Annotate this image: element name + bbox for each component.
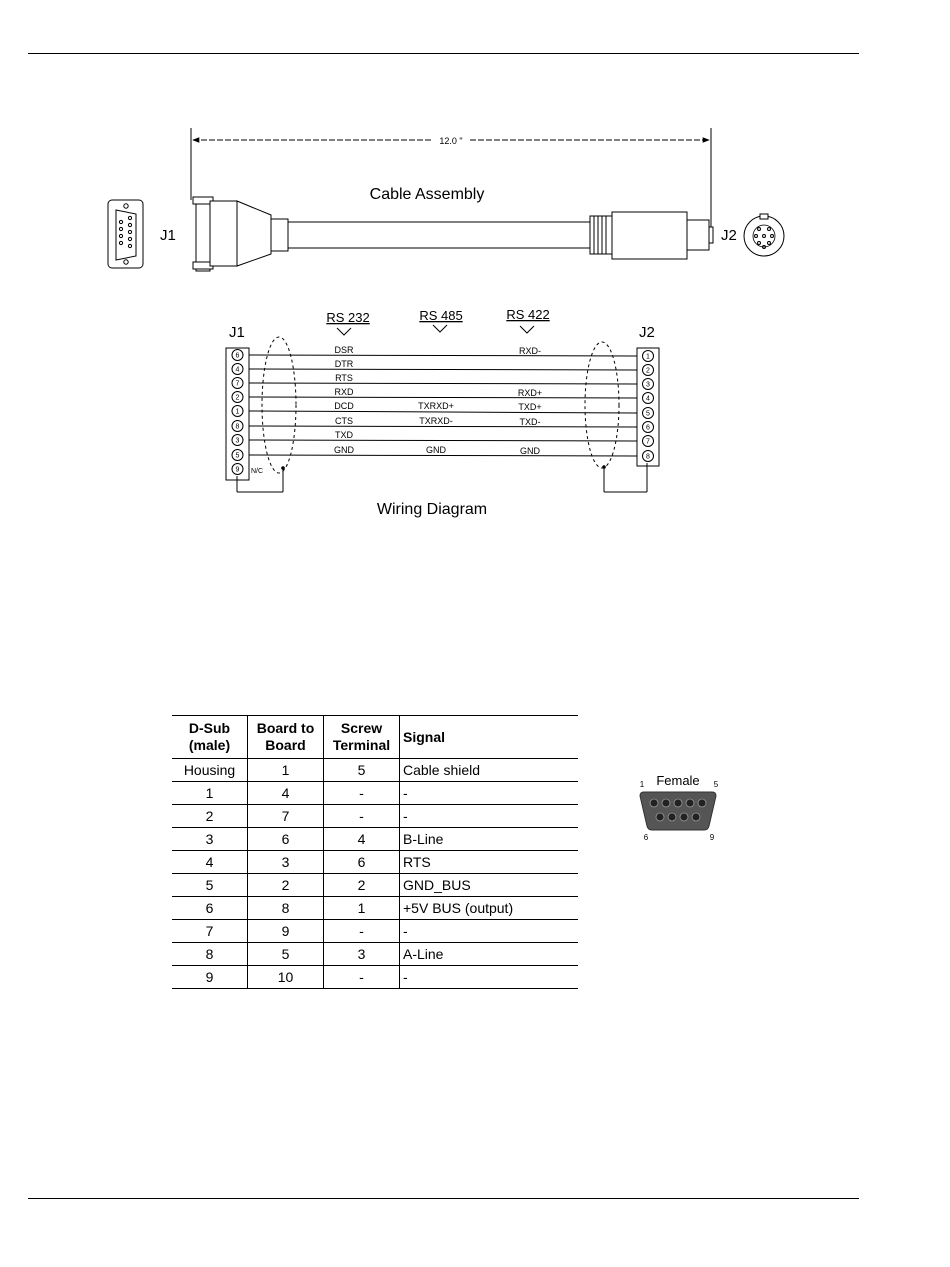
female-pin-hole xyxy=(656,813,664,821)
wire-1 xyxy=(249,355,637,356)
j1-pin-number: 8 xyxy=(235,423,240,431)
nc-label: N/C xyxy=(251,468,264,475)
table-row xyxy=(172,828,578,851)
j2-pin-number: 2 xyxy=(646,367,650,375)
j1-pin-number: 1 xyxy=(235,408,240,416)
female-pin-hole xyxy=(686,799,694,807)
dsub-pin-cell: 4 xyxy=(172,851,248,874)
screw-terminal-cell: 6 xyxy=(324,851,400,874)
j1-pin-number: 7 xyxy=(235,380,240,388)
wire-5 xyxy=(249,411,637,413)
dsub-pin-cell: 6 xyxy=(172,897,248,920)
signal-cell: - xyxy=(400,805,579,828)
j2-pin-number: 8 xyxy=(646,453,650,461)
rs232-signal: CTS xyxy=(335,416,353,426)
female-pin-9: 9 xyxy=(709,833,715,842)
board-to-board-cell: 9 xyxy=(248,920,324,943)
pin-assignment-table xyxy=(172,715,578,989)
column-rs485: RS 485 xyxy=(419,308,463,323)
screw-terminal-cell: - xyxy=(324,805,400,828)
header-screw-terminal: Screw Terminal xyxy=(324,716,400,759)
cable-assembly-title: Cable Assembly xyxy=(369,186,485,203)
female-pin-hole xyxy=(674,799,682,807)
wiring-j2-label: J2 xyxy=(639,324,655,341)
dsub-pin-cell: Housing xyxy=(172,759,248,782)
signal-cell: GND_BUS xyxy=(400,874,579,897)
rs422-signal: RXD+ xyxy=(517,388,543,398)
j2-pin-number: 4 xyxy=(646,395,650,403)
wiring-column-headers xyxy=(326,307,549,335)
female-pin-hole xyxy=(698,799,706,807)
female-db9-connector xyxy=(630,770,740,850)
female-db9-shell-icon xyxy=(640,792,716,830)
dsub-pin-cell: 7 xyxy=(172,920,248,943)
female-pin-6: 6 xyxy=(643,833,649,842)
wire-2 xyxy=(249,369,637,370)
j1-pin-number: 9 xyxy=(235,466,240,474)
wire-4 xyxy=(249,397,637,398)
female-pin-1: 1 xyxy=(639,780,645,789)
j1-pin-number: 3 xyxy=(235,437,240,445)
j1-pin-number: 5 xyxy=(235,452,240,460)
rs485-signal: TXRXD+ xyxy=(418,401,454,411)
shield-lines xyxy=(237,337,647,492)
rs485-signal: GND xyxy=(426,445,446,455)
dsub-pin-cell: 5 xyxy=(172,874,248,897)
table-row xyxy=(172,805,578,828)
board-to-board-cell: 6 xyxy=(248,828,324,851)
rs232-signal: DCD xyxy=(334,401,354,411)
board-to-board-cell: 4 xyxy=(248,782,324,805)
board-to-board-cell: 5 xyxy=(248,943,324,966)
screw-terminal-cell: 2 xyxy=(324,874,400,897)
rs232-signal: GND xyxy=(334,445,354,455)
j1-pin-number: 2 xyxy=(235,394,240,402)
wire-7 xyxy=(249,440,637,441)
signal-cell: A-Line xyxy=(400,943,579,966)
female-pin-hole xyxy=(680,813,688,821)
board-to-board-cell: 10 xyxy=(248,966,324,989)
table-row xyxy=(172,874,578,897)
female-pin-hole xyxy=(662,799,670,807)
female-pin-hole xyxy=(650,799,658,807)
female-pin-hole xyxy=(692,813,700,821)
j2-pin-number: 5 xyxy=(646,410,650,418)
dsub-pin-cell: 9 xyxy=(172,966,248,989)
rs232-signal: DTR xyxy=(334,359,354,369)
signal-cell: - xyxy=(400,782,579,805)
dsub-pin-cell: 3 xyxy=(172,828,248,851)
table-row xyxy=(172,966,578,989)
signal-cell: B-Line xyxy=(400,828,579,851)
female-label: Female xyxy=(656,773,700,788)
j1-db9-face-icon xyxy=(108,200,143,268)
signal-cell: RTS xyxy=(400,851,579,874)
j1-pin-number: 4 xyxy=(235,366,240,374)
board-to-board-cell: 7 xyxy=(248,805,324,828)
rs232-signal: RXD xyxy=(334,387,354,397)
table-row xyxy=(172,782,578,805)
female-pin-5: 5 xyxy=(713,780,719,789)
rs422-signal: GND xyxy=(520,446,540,456)
header-board-to-board: Board to Board xyxy=(248,716,324,759)
rs422-signal: TXD- xyxy=(519,417,541,427)
column-rs422: RS 422 xyxy=(506,307,550,322)
j2-terminal-block xyxy=(637,348,659,466)
j1-pin-number: 6 xyxy=(235,352,240,360)
screw-terminal-cell: - xyxy=(324,782,400,805)
cable-body xyxy=(193,197,713,271)
cable-j1-label: J1 xyxy=(160,227,176,244)
j2-pin-number: 7 xyxy=(646,438,650,446)
board-to-board-cell: 3 xyxy=(248,851,324,874)
wiring-j1-label: J1 xyxy=(229,324,245,341)
table-row xyxy=(172,759,578,782)
female-pin-hole xyxy=(668,813,676,821)
pin-table-header-row xyxy=(172,716,578,759)
dsub-pin-cell: 2 xyxy=(172,805,248,828)
j2-pin-number: 3 xyxy=(646,381,650,389)
wire-8 xyxy=(249,455,637,456)
cable-j2-label: J2 xyxy=(721,227,737,244)
j1-terminal-block xyxy=(226,348,249,480)
screw-terminal-cell: - xyxy=(324,920,400,943)
header-dsub: D-Sub (male) xyxy=(172,716,248,759)
screw-terminal-cell: 3 xyxy=(324,943,400,966)
signal-cell: +5V BUS (output) xyxy=(400,897,579,920)
signal-labels xyxy=(334,345,542,456)
screw-terminal-cell: 1 xyxy=(324,897,400,920)
wire-3 xyxy=(249,383,637,384)
column-rs232: RS 232 xyxy=(326,310,370,325)
header-signal: Signal xyxy=(400,716,579,759)
board-to-board-cell: 2 xyxy=(248,874,324,897)
rs232-signal: RTS xyxy=(335,373,353,383)
rs485-signal: TXRXD- xyxy=(419,416,453,426)
rs422-signal: RXD- xyxy=(519,346,541,356)
signal-cell: - xyxy=(400,966,579,989)
table-row xyxy=(172,897,578,920)
rs422-signal: TXD+ xyxy=(518,402,542,412)
j2-mini-din-face-icon xyxy=(744,214,784,256)
board-to-board-cell: 1 xyxy=(248,759,324,782)
bottom-rule xyxy=(28,1198,859,1199)
j2-pin-number: 1 xyxy=(646,353,650,361)
rs232-signal: TXD xyxy=(335,430,353,440)
length-label: 12.0 " xyxy=(439,136,463,146)
rs232-signal: DSR xyxy=(334,345,354,355)
table-row xyxy=(172,920,578,943)
wire-6 xyxy=(249,426,637,427)
table-row xyxy=(172,943,578,966)
dsub-pin-cell: 1 xyxy=(172,782,248,805)
wiring-diagram-title: Wiring Diagram xyxy=(376,501,488,518)
screw-terminal-cell: 4 xyxy=(324,828,400,851)
screw-terminal-cell: - xyxy=(324,966,400,989)
j2-pin-number: 6 xyxy=(646,424,650,432)
dsub-pin-cell: 8 xyxy=(172,943,248,966)
signal-cell: - xyxy=(400,920,579,943)
board-to-board-cell: 8 xyxy=(248,897,324,920)
table-row xyxy=(172,851,578,874)
signal-cell: Cable shield xyxy=(400,759,579,782)
screw-terminal-cell: 5 xyxy=(324,759,400,782)
